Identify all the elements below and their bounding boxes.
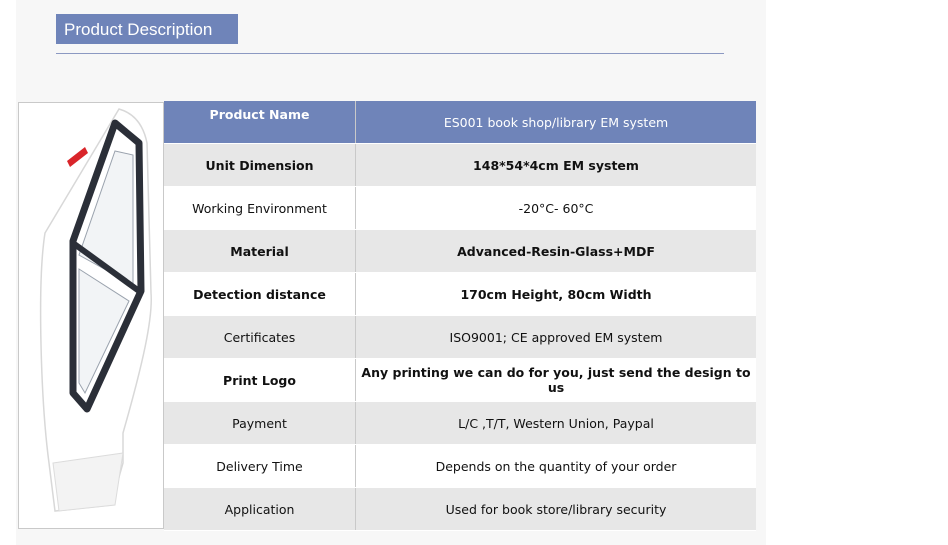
spec-label: Print Logo <box>164 359 356 402</box>
spec-label: Product Name <box>164 101 356 144</box>
heading-divider <box>56 53 724 54</box>
spec-value: Advanced-Resin-Glass+MDF <box>356 230 757 273</box>
spec-label: Unit Dimension <box>164 144 356 187</box>
spec-value: 170cm Height, 80cm Width <box>356 273 757 316</box>
table-row <box>164 230 756 273</box>
table-row <box>164 316 756 359</box>
spec-label: Detection distance <box>164 273 356 316</box>
table-row <box>164 187 756 230</box>
spec-label: Payment <box>164 402 356 445</box>
table-row <box>164 273 756 316</box>
em-antenna-illustration <box>19 103 163 528</box>
spec-value: ISO9001; CE approved EM system <box>356 316 757 359</box>
table-row <box>164 488 756 531</box>
spec-value: Used for book store/library security <box>356 488 757 531</box>
spec-value: Any printing we can do for you, just send the design to us <box>356 359 757 402</box>
spec-label: Application <box>164 488 356 531</box>
spec-value: L/C ,T/T, Western Union, Paypal <box>356 402 757 445</box>
product-spec-table <box>164 101 756 531</box>
spec-label: Certificates <box>164 316 356 359</box>
table-row <box>164 144 756 187</box>
spec-value: ES001 book shop/library EM system <box>356 101 757 144</box>
section-title: Product Description <box>56 14 238 44</box>
spec-label: Material <box>164 230 356 273</box>
spec-value: -20°C- 60°C <box>356 187 757 230</box>
table-row <box>164 359 756 402</box>
spec-value: Depends on the quantity of your order <box>356 445 757 488</box>
table-row <box>164 402 756 445</box>
table-row <box>164 445 756 488</box>
spec-value: 148*54*4cm EM system <box>356 144 757 187</box>
table-row <box>164 101 756 144</box>
spec-label: Working Environment <box>164 187 356 230</box>
product-image <box>18 102 164 529</box>
spec-label: Delivery Time <box>164 445 356 488</box>
